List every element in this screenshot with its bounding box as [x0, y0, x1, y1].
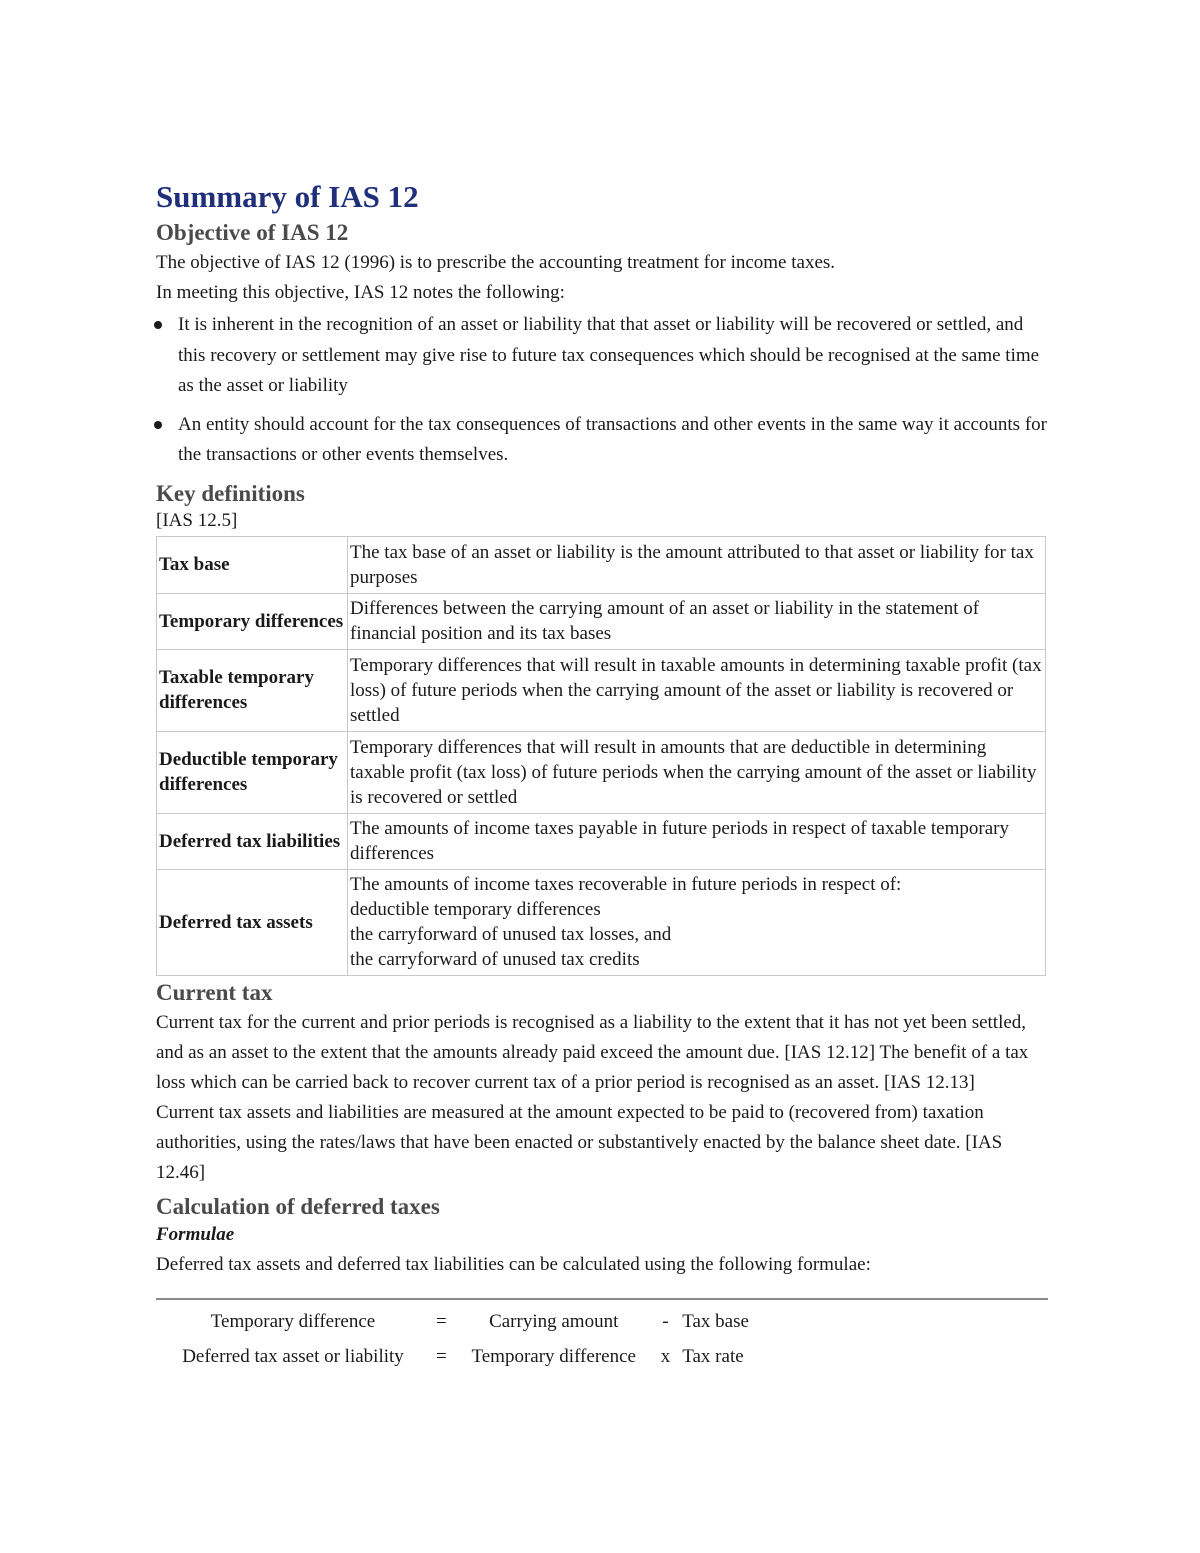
current-tax-heading: Current tax	[156, 979, 273, 1005]
formula-row	[156, 1304, 755, 1339]
formula-right-term: Tax base	[682, 1310, 749, 1332]
bullet-text: An entity should account for the tax consequences of transactions and other events in the same way it accounts for the transactions or other events themselves.	[178, 413, 1047, 465]
table-row	[157, 813, 1046, 869]
table-row	[157, 536, 1046, 593]
definition-line: The tax base of an asset or liability is the amount attributed to that asset or liability for tax purposes	[350, 541, 1034, 588]
calculation-intro: Deferred tax assets and deferred tax liabilities can be calculated using the following formulae:	[156, 1253, 871, 1275]
definition-term: Taxable temporary differences	[157, 649, 348, 731]
definition-text	[348, 649, 1046, 731]
objective-bullet-list	[156, 310, 1048, 471]
formula-equals: =	[436, 1345, 447, 1367]
calculation-heading: Calculation of deferred taxes	[156, 1193, 440, 1219]
key-definitions-heading: Key definitions	[156, 480, 305, 506]
definition-line: The amounts of income taxes payable in future periods in respect of taxable temporary differences	[350, 818, 1009, 864]
page-title: Summary of IAS 12	[156, 179, 419, 214]
table-row	[157, 593, 1046, 649]
objective-bullet-1	[156, 310, 1048, 402]
formula-equals: =	[436, 1310, 447, 1332]
definition-line: deductible temporary differences	[350, 899, 601, 920]
formula-middle-term: Temporary difference	[471, 1345, 636, 1367]
formula-right-term: Tax rate	[682, 1345, 744, 1367]
document-page	[156, 176, 1048, 1374]
definition-line: Differences between the carrying amount of an asset or liability in the statement of financial position and its tax bases	[350, 598, 980, 644]
bullet-icon	[154, 421, 162, 429]
formula-left-term: Temporary difference	[210, 1310, 376, 1332]
table-row	[157, 731, 1046, 813]
definition-text	[348, 593, 1046, 649]
definition-term: Temporary differences	[157, 593, 348, 649]
objective-heading: Objective of IAS 12	[156, 220, 349, 245]
definition-term: Deferred tax assets	[157, 869, 348, 975]
formula-table	[156, 1304, 755, 1374]
formula-left-term: Deferred tax asset or liability	[182, 1345, 404, 1367]
definition-term: Deferred tax liabilities	[157, 813, 348, 869]
formula-block	[156, 1298, 1048, 1374]
formula-operator: -	[662, 1310, 669, 1332]
objective-para-2: In meeting this objective, IAS 12 notes the following:	[156, 282, 565, 303]
table-row	[157, 649, 1046, 731]
definition-line: the carryforward of unused tax losses, and	[350, 924, 672, 945]
table-row	[157, 869, 1046, 975]
definition-text	[348, 731, 1046, 813]
definition-text	[348, 813, 1046, 869]
definition-term: Deductible temporary differences	[157, 731, 348, 813]
definition-line: Temporary differences that will result in amounts that are deductible in determining taxable profit (tax loss) of future periods when the carrying amount of the asset or liability is recovered or settled	[350, 736, 1037, 808]
objective-bullet-2	[156, 410, 1048, 471]
definitions-table	[156, 536, 1046, 976]
definition-line: Temporary differences that will result in taxable amounts in determining taxable profit (tax loss) of future periods when the carrying amount of the asset or liability is recovered or settled	[350, 654, 1042, 726]
formulae-subheading: Formulae	[156, 1223, 235, 1245]
definition-text	[348, 536, 1046, 593]
formula-operator: x	[660, 1345, 671, 1367]
definition-line: The amounts of income taxes recoverable in future periods in respect of:	[350, 874, 902, 895]
objective-para-1: The objective of IAS 12 (1996) is to prescribe the accounting treatment for income taxes.	[156, 252, 836, 273]
bullet-icon	[154, 321, 162, 329]
formula-middle-term: Carrying amount	[489, 1310, 619, 1332]
bullet-text: It is inherent in the recognition of an asset or liability that that asset or liability will be recovered or settled, and this recovery or settlement may give rise to future tax consequences which should be recognised at the same time as the asset or liability	[178, 314, 1040, 396]
definition-line: the carryforward of unused tax credits	[350, 949, 640, 970]
key-definitions-reference: [IAS 12.5]	[156, 509, 238, 531]
current-tax-para-2: Current tax assets and liabilities are measured at the amount expected to be paid to (recovered from) taxation authorities, using the rates/laws that have been enacted or substantively enacted by the balance sheet date. [IAS 12.46]	[156, 1101, 1003, 1183]
definition-term: Tax base	[157, 536, 348, 593]
current-tax-para-1: Current tax for the current and prior periods is recognised as a liability to the extent that it has not yet been settled, and as an asset to the extent that the amounts already paid exceed the amount due. [IAS 12.12] The benefit of a tax loss which can be carried back to recover current tax of a prior period is recognised as an asset. [IAS 12.13]	[156, 1011, 1029, 1093]
formula-row	[156, 1339, 755, 1374]
definition-text	[348, 869, 1046, 975]
